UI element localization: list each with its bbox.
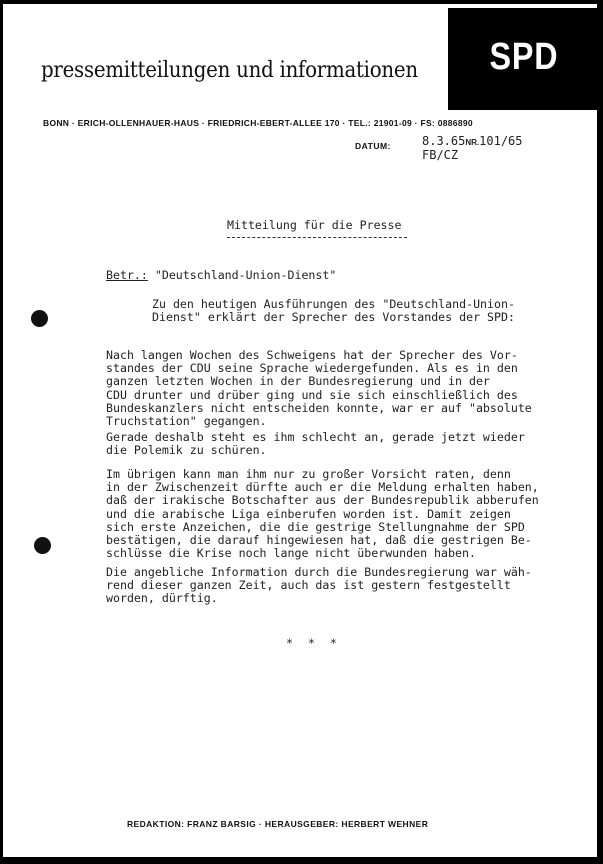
nr-value: 101/65: [479, 134, 523, 148]
datum-label: DATUM:: [355, 141, 391, 151]
letterhead-address: BONN · ERICH-OLLENHAUER-HAUS · FRIEDRICH-EBERT-ALLEE 170 · TEL.: 21901-09 · FS: 0886890: [43, 118, 473, 128]
subject-value: "Deutschland-Union-Dienst": [147, 268, 337, 282]
footer-credits: REDAKTION: FRANZ BARSIG · HERAUSGEBER: HERBERT WEHNER: [127, 819, 429, 829]
reference-code: FB/CZ: [422, 148, 459, 162]
body-paragraph: Die angebliche Information durch die Bundesregierung war wäh- rend dieser ganzen Zeit, auch das ist gestern festgestellt worden, dürftig.: [106, 565, 532, 606]
punch-hole: [31, 310, 48, 327]
spd-logo-text: SPD: [489, 36, 559, 78]
press-heading: Mitteilung für die Presse: [227, 218, 402, 232]
punch-hole: [34, 537, 51, 554]
nr-label: NR.: [465, 138, 480, 147]
body-paragraph: Im übrigen kann man ihm nur zu großer Vorsicht raten, denn in der Zwischenzeit dürfte auch er die Meldung erhalten haben, daß der irakische Botschafter aus der Bundesrepublik abberufen und die arabische Liga einberufen worden ist. Damit zeigen sich erste Anzeichen, die die gestrige Stellungnahme der SPD bestätigen, die darauf hingewiesen hat, daß die gestrigen Be- schlüsse die Krise noch lange nicht überwunden haben.: [106, 467, 539, 561]
intro-paragraph: Zu den heutigen Ausführungen des "Deutschland-Union- Dienst" erklärt der Sprecher des Vorstandes der SPD:: [152, 297, 515, 325]
body-paragraph: Gerade deshalb steht es ihm schlecht an, gerade jetzt wieder die Polemik zu schüren.: [106, 430, 525, 458]
subject-label: Betr.:: [106, 268, 148, 282]
letterhead-title: pressemitteilungen und informationen: [41, 58, 418, 83]
heading-underline: [227, 237, 407, 238]
date-value: 8.3.65: [422, 134, 466, 148]
closing-asterisks: * * *: [286, 636, 341, 650]
body-paragraph: Nach langen Wochen des Schweigens hat der Sprecher des Vor- standes der CDU seine Sprache wiedergefunden. Als es in den ganzen letzten Wochen in der Bundesregierung und in der CDU drunter und drüber ging und sie sich einschließlich des Bundeskanzlers nicht entscheiden konnte, war er auf "absolute Truchstation" gegangen.: [106, 348, 532, 429]
subject-line: [106, 269, 336, 282]
spd-logo: [448, 8, 597, 110]
document-page: [3, 4, 597, 857]
